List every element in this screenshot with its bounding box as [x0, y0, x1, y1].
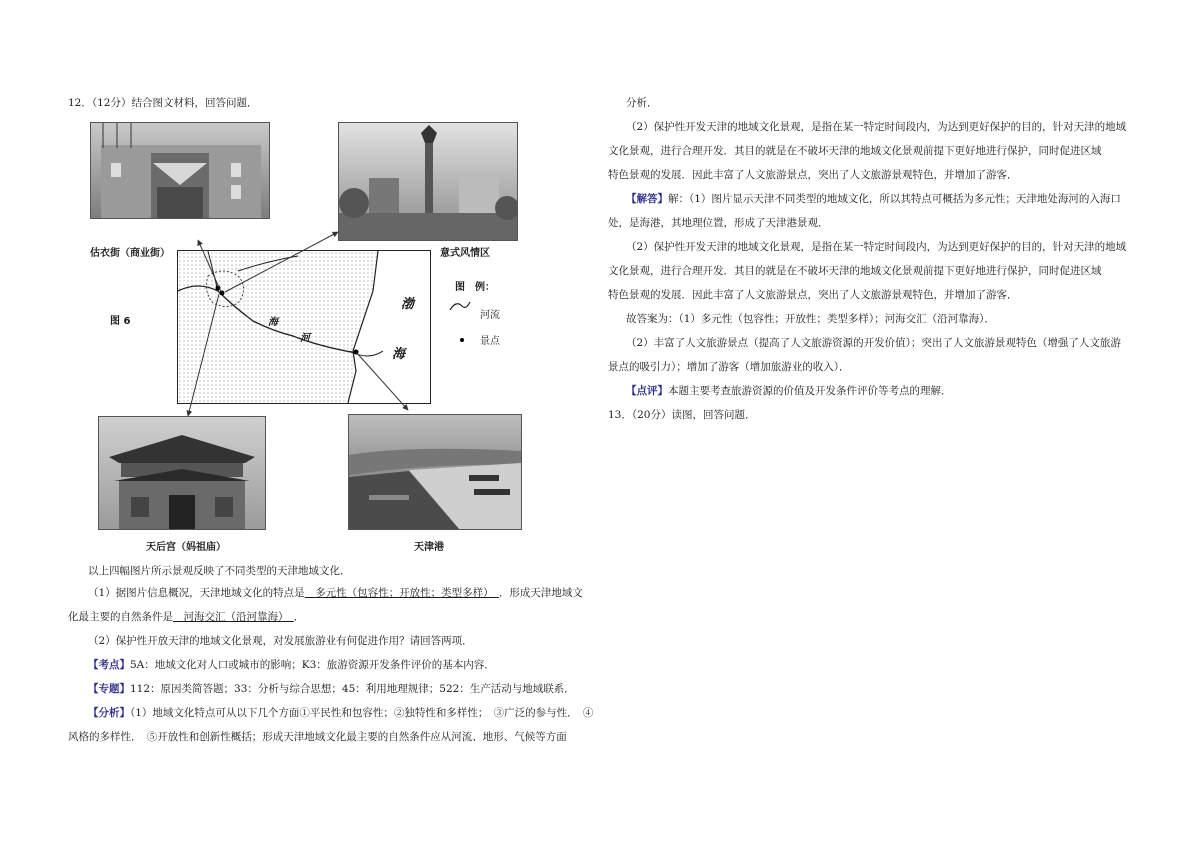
right-line-11: （2）丰富了人文旅游景点（提高了人文旅游资源的开发价值）；突出了人文旅游景观特色（增强了人文旅游 [626, 337, 1121, 349]
dianping-tag: 【点评】 [626, 385, 668, 397]
jieda-text: 解：（1）图片显示天津不同类型的地域文化，所以其特点可概括为多元性；天津地处海河的入海口 [668, 193, 1121, 205]
right-line-13 [626, 384, 952, 398]
q12-fenxi-2: 风格的多样性． ⑤开放性和创新性概括；形成天津地域文化最主要的自然条件应从河流、地形、气候等方面 [68, 731, 567, 743]
answer2-text: 河海交汇（沿河靠海） [183, 611, 284, 623]
q12-header: 12．（12分）结合图文材料，回答问题． [68, 97, 258, 109]
legend-spot: 景点 [480, 336, 500, 347]
kaodian-text: 5A：地域文化对人口或城市的影响；K3：旅游资源开发条件评价的基本内容． [130, 659, 495, 671]
photo-tianhou-palace [98, 416, 266, 530]
q12-sub1-line1 [88, 586, 583, 600]
q12-sub2: （2）保护性开放天津的地域文化景观，对发展旅游业有何促进作用？请回答两项． [88, 635, 473, 647]
map-label-bohai-1: 渤 [401, 297, 415, 312]
right-line-4: 特色景观的发展．因此丰富了人文旅游景点，突出了人文旅游景观特色，并增加了游客． [608, 169, 1018, 181]
q12-sub1-text-a: （1）据图片信息概况，天津地域文化的特点是 [88, 587, 305, 599]
q12-intro: 以上四幅图片所示景观反映了不同类型的天津地域文化． [88, 565, 351, 577]
caption-guyi-street: 估衣街（商业街） [90, 248, 170, 259]
dianping-text: 本题主要考查旅游资源的价值及开发条件评价等考点的理解． [668, 385, 952, 397]
caption-tianjin-port: 天津港 [414, 542, 444, 553]
zhuanti-text: 112：原因类简答题；33：分析与综合思想；45：利用地理规律；522：生产活动与地域联系． [130, 683, 575, 695]
legend-river: 河流 [480, 310, 500, 321]
legend-title: 图 例： [455, 282, 495, 293]
right-line-12: 景点的吸引力）；增加了游客（增加旅游业的收入）． [608, 361, 850, 373]
map-label-haihe-1: 海 [268, 317, 278, 328]
q12-sub1-line2 [68, 610, 304, 624]
fenxi-text-1: （1）地域文化特点可从以下几个方面①平民性和包容性；②独特性和多样性； ③广泛的参与性． ④ [130, 707, 594, 719]
answer1-text: 多元性（包容性；开放性；类型多样） [315, 587, 489, 599]
right-line-3: 文化景观，进行合理开发．其目的就是在不破坏天津的地域文化景观前提下更好地进行保护，同时促进区域 [608, 145, 1102, 157]
q12-sub1-text-d: ． [293, 611, 305, 623]
right-line-6: 处，是海港，其地理位置，形成了天津港景观． [608, 217, 829, 229]
q12-kaodian [88, 658, 495, 672]
q12-fenxi-1 [88, 706, 593, 720]
q13-header: 13．（20分）读图，回答问题． [608, 409, 756, 421]
map-label-bohai-2: 海 [392, 347, 406, 362]
right-line-8: 文化景观，进行合理开发．其目的就是在不破坏天津的地域文化景观前提下更好地进行保护，同时促进区域 [608, 265, 1102, 277]
map-label-haihe-2: 河 [300, 333, 310, 344]
jieda-tag: 【解答】 [626, 193, 668, 205]
right-line-10: 故答案为：（1）多元性（包容性；开放性；类型多样）；河海交汇（沿河靠海）． [626, 313, 995, 325]
fenxi-tag: 【分析】 [88, 707, 130, 719]
right-line-5 [626, 192, 1121, 206]
q12-sub1-answer1 [305, 587, 499, 599]
right-line-7: （2）保护性开发天津的地域文化景观，是指在某一特定时间段内，为达到更好保护的目的，针对天津的地域 [626, 241, 1127, 253]
q12-sub1-answer2 [173, 611, 294, 623]
zhuanti-tag: 【专题】 [88, 683, 130, 695]
q12-sub1-text-b: ．形成天津地域文 [498, 587, 583, 599]
kaodian-tag: 【考点】 [88, 659, 130, 671]
caption-tianhou-palace: 天后宫（妈祖庙） [146, 542, 226, 553]
right-line-1: 分析． [626, 97, 658, 109]
caption-italian-area: 意式风情区 [440, 248, 490, 259]
figure-6 [88, 120, 528, 552]
figure-label: 图 6 [110, 316, 131, 327]
photo-tianjin-port [348, 414, 522, 530]
q12-zhuanti [88, 682, 575, 696]
right-line-9: 特色景观的发展．因此丰富了人文旅游景点，突出了人文旅游景观特色，并增加了游客． [608, 289, 1018, 301]
right-line-2: （2）保护性开发天津的地域文化景观，是指在某一特定时间段内，为达到更好保护的目的，针对天津的地域 [626, 121, 1127, 133]
q12-sub1-text-c: 化最主要的自然条件是 [68, 611, 173, 623]
